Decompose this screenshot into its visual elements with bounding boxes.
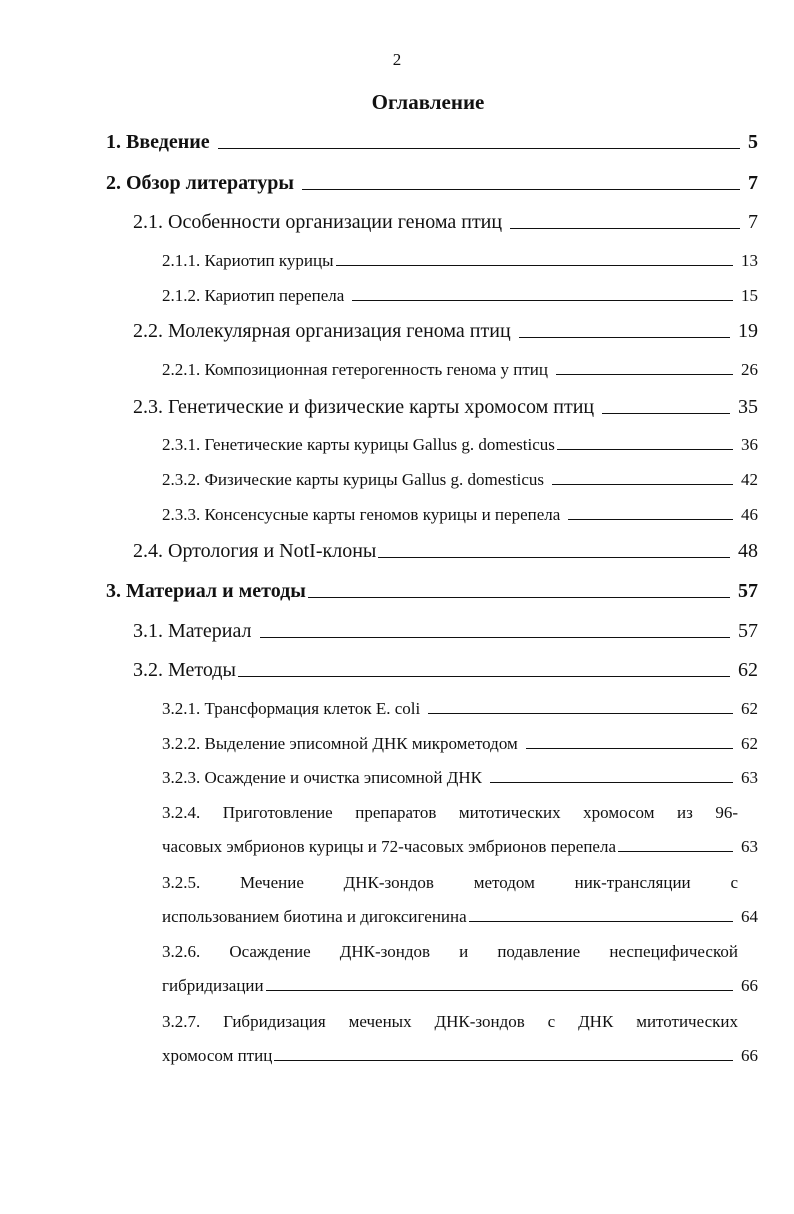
toc-word: ДНК-зондов (339, 942, 430, 961)
toc-entry-label: 2. Обзор литературы (106, 172, 294, 194)
toc-word: 96- (715, 803, 738, 822)
toc-entry-3-2-2 (162, 734, 758, 754)
toc-entry-page: 7 (748, 211, 758, 233)
toc-leader (218, 148, 740, 149)
toc-entry-label: 3.2.1. Трансформация клеток E. coli (162, 699, 421, 718)
toc-entry-label: 2.3.2. Физические карты курицы Gallus g. domesticus (162, 470, 544, 489)
toc-entry-label: 2.1. Особенности организации генома птиц (133, 211, 503, 233)
toc-word: меченых (348, 1012, 412, 1031)
toc-word: 3.2.5. (162, 873, 201, 892)
toc-entry-literature-review (106, 172, 758, 195)
toc-entry-label: 2.1.1. Кариотип курицы (162, 251, 334, 270)
toc-leader (490, 782, 733, 783)
toc-word: препаратов (355, 803, 437, 822)
toc-leader (308, 597, 730, 598)
toc-entry-2-3 (133, 396, 758, 419)
toc-entry-page: 63 (741, 837, 758, 856)
toc-leader (556, 374, 733, 375)
toc-entry-page: 46 (741, 505, 758, 524)
toc-word: ДНК (578, 1012, 614, 1031)
toc-entry-introduction (106, 131, 758, 154)
toc-entry-label: 2.2.1. Композиционная гетерогенность генома у птиц (162, 360, 548, 379)
toc-entry-label: 3.1. Материал (133, 620, 252, 642)
toc-entry-label: 2.4. Ортология и NotI-клоны (133, 540, 377, 562)
toc-leader (526, 748, 733, 749)
toc-entry-label: 3.2.3. Осаждение и очистка эписомной ДНК (162, 768, 482, 787)
toc-entry-page: 13 (741, 251, 758, 270)
toc-leader (568, 519, 733, 520)
toc-word: методом (473, 873, 535, 892)
toc-entry-2-3-3 (162, 505, 758, 525)
toc-entry-2-3-2 (162, 470, 758, 490)
toc-entry-label: 2.3.3. Консенсусные карты геномов курицы и перепела (162, 505, 561, 524)
toc-entry-page: 26 (741, 360, 758, 379)
page-number: 2 (392, 50, 402, 69)
toc-word: хромосом (583, 803, 655, 822)
toc-entry-2-3-1 (162, 435, 758, 455)
toc-word: с (547, 1012, 556, 1031)
toc-entry-3-2 (133, 659, 758, 682)
toc-entry-materials-methods (106, 580, 758, 603)
toc-word: ДНК-зондов (343, 873, 434, 892)
toc-leader (618, 851, 733, 852)
toc-word: и (459, 942, 469, 961)
toc-entry-2-1-1 (162, 251, 758, 271)
toc-entry-label: 2.3.1. Генетические карты курицы Gallus g. domesticus (162, 435, 555, 454)
toc-entry-3-2-6-line2 (162, 976, 758, 996)
toc-leader (519, 337, 730, 338)
toc-entry-3-2-4-line1 (162, 803, 738, 823)
toc-entry-page: 57 (738, 580, 758, 602)
toc-entry-2-1-2 (162, 286, 758, 306)
toc-entry-label: использованием биотина и дигоксигенина (162, 907, 467, 926)
toc-entry-3-2-3 (162, 768, 758, 788)
toc-entry-page: 57 (738, 620, 758, 642)
toc-entry-label: 1. Введение (106, 131, 210, 153)
toc-word: 3.2.4. (162, 803, 201, 822)
toc-entry-page: 7 (748, 172, 758, 194)
toc-word: митотических (636, 1012, 738, 1031)
toc-entry-label: часовых эмбрионов курицы и 72-часовых эмбрионов перепела (162, 837, 616, 856)
toc-leader (602, 413, 730, 414)
toc-entry-label: 3. Материал и методы (106, 580, 306, 602)
toc-word: с (730, 873, 738, 892)
toc-entry-3-2-5-line2 (162, 907, 758, 927)
toc-entry-page: 5 (748, 131, 758, 153)
toc-word: ДНК-зондов (434, 1012, 525, 1031)
toc-entry-page: 64 (741, 907, 758, 926)
toc-leader (274, 1060, 733, 1061)
toc-leader (469, 921, 733, 922)
toc-entry-page: 62 (741, 734, 758, 753)
toc-word: 3.2.7. (162, 1012, 201, 1031)
toc-entry-label: хромосом птиц (162, 1046, 273, 1065)
toc-leader (266, 990, 733, 991)
toc-word: неспецифической (609, 942, 738, 961)
toc-leader (352, 300, 733, 301)
toc-entry-3-1 (133, 620, 758, 643)
toc-entry-page: 35 (738, 396, 758, 418)
toc-entry-page: 48 (738, 540, 758, 562)
toc-leader (428, 713, 733, 714)
toc-entry-page: 19 (738, 320, 758, 342)
page-title: Оглавление (371, 90, 485, 114)
toc-entry-3-2-1 (162, 699, 758, 719)
toc-entry-label: 2.2. Молекулярная организация генома птиц (133, 320, 511, 342)
toc-entry-label: гибридизации (162, 976, 264, 995)
toc-entry-3-2-7-line1 (162, 1012, 738, 1032)
toc-entry-2-2 (133, 320, 758, 343)
toc-entry-label: 2.1.2. Кариотип перепела (162, 286, 345, 305)
toc-word: Гибридизация (223, 1012, 326, 1031)
toc-leader (378, 557, 730, 558)
toc-entry-page: 62 (738, 659, 758, 681)
toc-leader (552, 484, 733, 485)
toc-entry-page: 66 (741, 976, 758, 995)
toc-word: 3.2.6. (162, 942, 201, 961)
toc-leader (510, 228, 740, 229)
toc-entry-3-2-5-line1 (162, 873, 738, 893)
toc-word: подавление (497, 942, 581, 961)
toc-entry-page: 42 (741, 470, 758, 489)
toc-entry-label: 3.2. Методы (133, 659, 236, 681)
toc-entry-3-2-6-line1 (162, 942, 738, 962)
toc-word: Приготовление (222, 803, 333, 822)
toc-leader (238, 676, 730, 677)
toc-entry-2-4 (133, 540, 758, 563)
toc-entry-page: 36 (741, 435, 758, 454)
toc-entry-3-2-7-line2 (162, 1046, 758, 1066)
toc-entry-page: 63 (741, 768, 758, 787)
toc-word: ник-трансляции (574, 873, 691, 892)
toc-entry-label: 3.2.2. Выделение эписомной ДНК микрометодом (162, 734, 518, 753)
toc-entry-2-2-1 (162, 360, 758, 380)
toc-word: из (677, 803, 693, 822)
toc-entry-label: 2.3. Генетические и физические карты хромосом птиц (133, 396, 595, 418)
toc-leader (557, 449, 733, 450)
toc-entry-page: 15 (741, 286, 758, 305)
toc-leader (336, 265, 733, 266)
toc-entry-2-1 (133, 211, 758, 234)
toc-leader (302, 189, 740, 190)
toc-leader (260, 637, 731, 638)
toc-entry-page: 66 (741, 1046, 758, 1065)
toc-entry-3-2-4-line2 (162, 837, 758, 857)
toc-word: Осаждение (229, 942, 311, 961)
toc-word: Мечение (240, 873, 304, 892)
toc-entry-page: 62 (741, 699, 758, 718)
toc-word: митотических (458, 803, 561, 822)
